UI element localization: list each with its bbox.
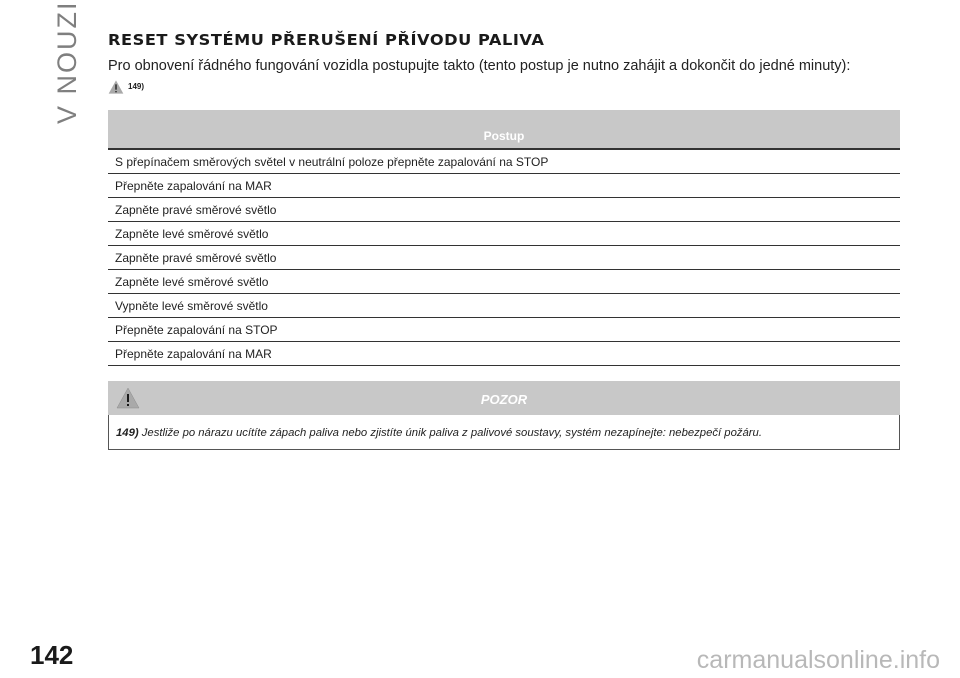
caution-text: Jestliže po nárazu ucítíte zápach paliva nebo zjistíte únik paliva z palivové soustavy, systém nezapínejte: nebezpečí požáru. (141, 427, 762, 439)
table-row (108, 198, 900, 222)
procedure-step: Zapněte levé směrové světlo (108, 270, 900, 294)
procedure-table-header-row (108, 110, 900, 149)
procedure-step: Přepněte zapalování na MAR (108, 174, 900, 198)
caution-body (108, 415, 900, 450)
procedure-table (108, 110, 900, 366)
table-row (108, 270, 900, 294)
procedure-step: Zapněte pravé směrové světlo (108, 246, 900, 270)
section-title: RESET SYSTÉMU PŘERUŠENÍ PŘÍVODU PALIVA (108, 31, 545, 49)
table-row (108, 149, 900, 174)
procedure-step: Vypněte levé směrové světlo (108, 294, 900, 318)
caution-number: 149) (116, 427, 139, 439)
procedure-step: Zapněte levé směrové světlo (108, 222, 900, 246)
table-row (108, 318, 900, 342)
warning-reference-number: 149) (128, 81, 145, 91)
caution-box (108, 381, 900, 450)
caution-title: POZOR (480, 392, 528, 407)
intro-paragraph: Pro obnovení řádného fungování vozidla postupujte takto (tento postup je nutno zahájit a dokončit do jedné minuty): (108, 58, 851, 74)
table-row (108, 174, 900, 198)
table-row (108, 294, 900, 318)
warning-reference (108, 78, 900, 96)
table-row (108, 222, 900, 246)
chapter-side-tab: V NOUZI (52, 0, 82, 124)
procedure-step: Přepněte zapalování na MAR (108, 342, 900, 366)
warning-triangle-icon (108, 79, 124, 95)
caution-header (108, 381, 900, 415)
table-row (108, 342, 900, 366)
table-row (108, 246, 900, 270)
watermark: carmanualsonline.info (696, 646, 940, 674)
procedure-step: S přepínačem směrových světel v neutrální poloze přepněte zapalování na STOP (108, 149, 900, 174)
procedure-table-header: Postup (108, 110, 900, 149)
page-content (108, 26, 900, 450)
procedure-step: Zapněte pravé směrové světlo (108, 198, 900, 222)
page-number: 142 (30, 640, 74, 670)
procedure-step: Přepněte zapalování na STOP (108, 318, 900, 342)
